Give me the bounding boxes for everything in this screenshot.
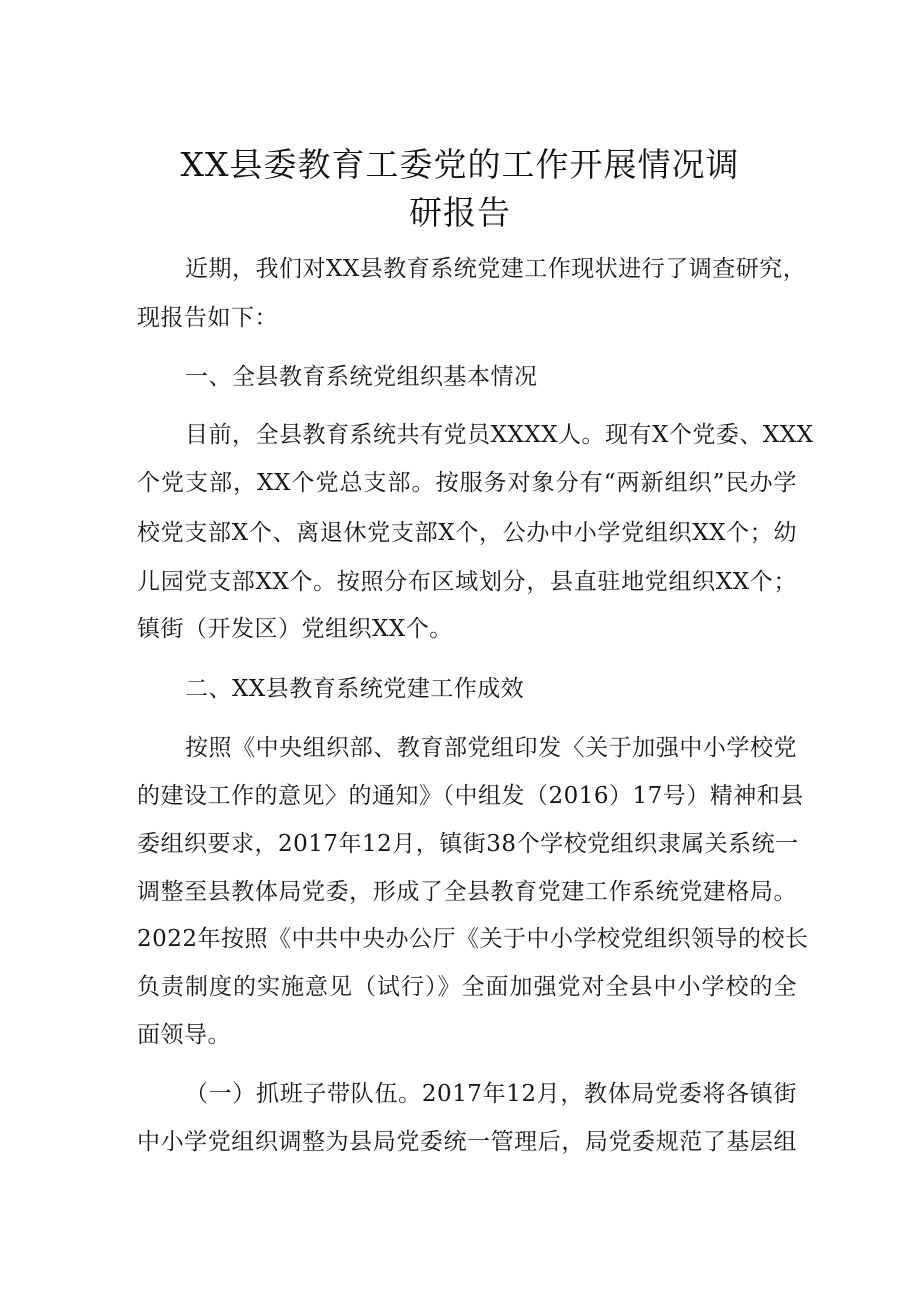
section-heading: 一、全县教育系统党组织基本情况	[185, 364, 538, 390]
paragraph-line: 按照《中央组织部、教育部党组印发〈关于加强中小学校党	[185, 735, 797, 761]
document-title-line-2: 研报告	[409, 193, 511, 232]
paragraph-line: 镇街（开发区）党组织XX个。	[137, 616, 453, 642]
document-title-line-1: XX县委教育工委党的工作开展情况调	[180, 145, 740, 184]
paragraph-line: 个党支部，XX个党总支部。按服务对象分有“两新组织”民办学	[137, 470, 797, 496]
paragraph-line: 面领导。	[137, 1022, 231, 1048]
paragraph-line: 负责制度的实施意见（试行）》全面加强党对全县中小学校的全	[137, 974, 797, 1000]
paragraph-line: 调整至县教体局党委，形成了全县教育党建工作系统党建格局。	[137, 879, 797, 905]
paragraph-line: 近期，我们对XX县教育系统党建工作现状进行了调查研究，	[185, 256, 807, 282]
section-heading: 二、XX县教育系统党建工作成效	[185, 676, 525, 702]
paragraph-line: 的建设工作的意见〉的通知》（中组发（2016）17号）精神和县	[137, 783, 804, 809]
paragraph-line: 现报告如下：	[137, 305, 278, 331]
paragraph-line: 中小学党组织调整为县局党委统一管理后，局党委规范了基层组	[137, 1129, 797, 1155]
paragraph-line: （一）抓班子带队伍。2017年12月，教体局党委将各镇街	[185, 1081, 797, 1107]
paragraph-line: 校党支部X个、离退休党支部X个，公办中小学党组织XX个；幼	[137, 520, 797, 546]
paragraph-line: 委组织要求，2017年12月，镇街38个学校党组织隶属关系统一	[137, 831, 799, 857]
paragraph-line: 2022年按照《中共中央办公厅《关于中小学校党组织领导的校长	[137, 926, 809, 952]
paragraph-line: 目前，全县教育系统共有党员XXXX人。现有X个党委、XXX	[185, 422, 814, 448]
paragraph-line: 儿园党支部XX个。按照分布区域划分，县直驻地党组织XX个；	[137, 569, 797, 595]
